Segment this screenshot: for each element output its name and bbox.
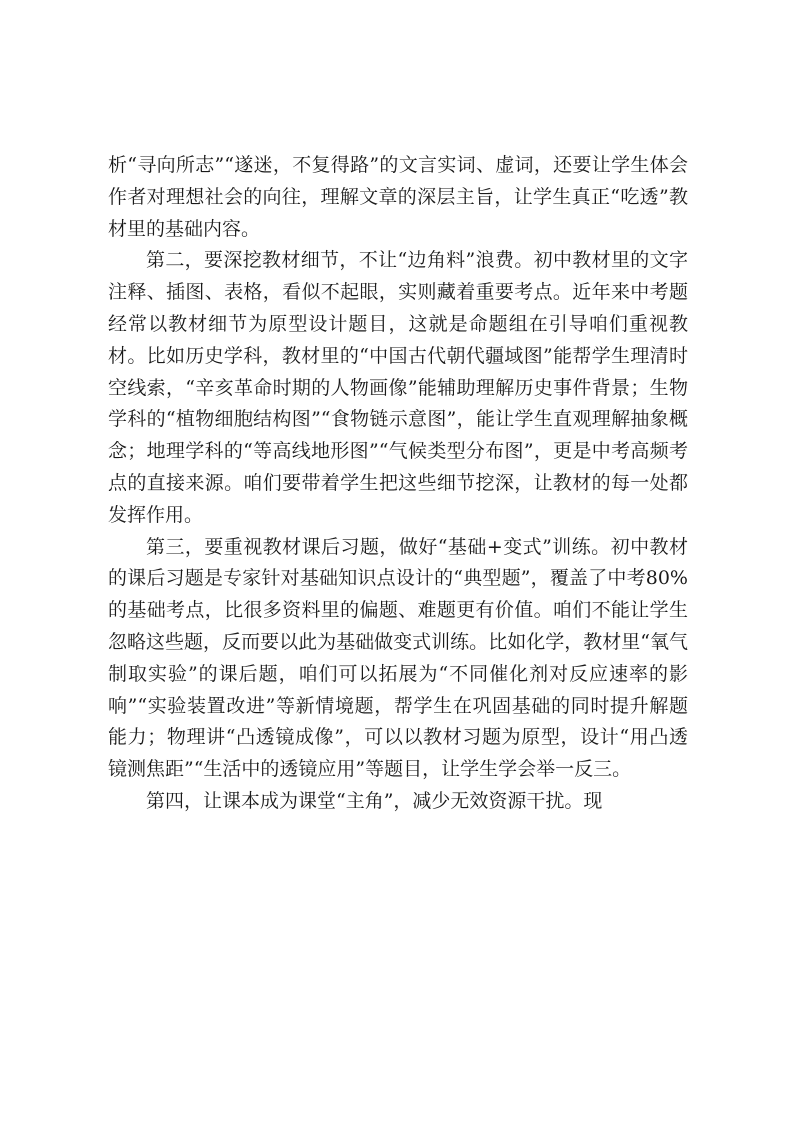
paragraph-third-point: 第三，要重视教材课后习题，做好“基础+变式”训练。初中教材的课后习题是专家针对基础知识点设计的“典型题”，覆盖了中考80%的基础考点，比很多资料里的偏题、难题更有价值。咱们不能让学生忽略这些题，反而要以此为基础做变式训练。比如化学，教材里“氧气制取实验”的课后题，咱们可以拓展为“不同催化剂对反应速率的影响”“实验装置改进”等新情境题，帮学生在巩固基础的同时提升解题能力；物理讲“凸透镜成像”，可以以教材习题为原型，设计“用凸透镜测焦距”“生活中的透镜应用”等题目，让学生学会举一反三。	[108, 535, 688, 781]
paragraph-continuation: 析“寻向所志”“遂迷，不复得路”的文言实词、虚词，还要让学生体会作者对理想社会的向往，理解文章的深层主旨，让学生真正“吃透”教材里的基础内容。	[108, 154, 688, 240]
paragraph-second-point: 第二，要深挖教材细节，不让“边角料”浪费。初中教材里的文字注释、插图、表格，看似不起眼，实则藏着重要考点。近年来中考题经常以教材细节为原型设计题目，这就是命题组在引导咱们重视教材。比如历史学科，教材里的“中国古代朝代疆域图”能帮学生理清时空线索，“辛亥革命时期的人物画像”能辅助理解历史事件背景；生物学科的“植物细胞结构图”“食物链示意图”，能让学生直观理解抽象概念；地理学科的“等高线地形图”“气候类型分布图”，更是中考高频考点的直接来源。咱们要带着学生把这些细节挖深，让教材的每一处都发挥作用。	[108, 249, 688, 526]
paragraph-fourth-point: 第四，让课本成为课堂“主角”，减少无效资源干扰。现	[146, 789, 603, 812]
body-text	[108, 150, 688, 818]
